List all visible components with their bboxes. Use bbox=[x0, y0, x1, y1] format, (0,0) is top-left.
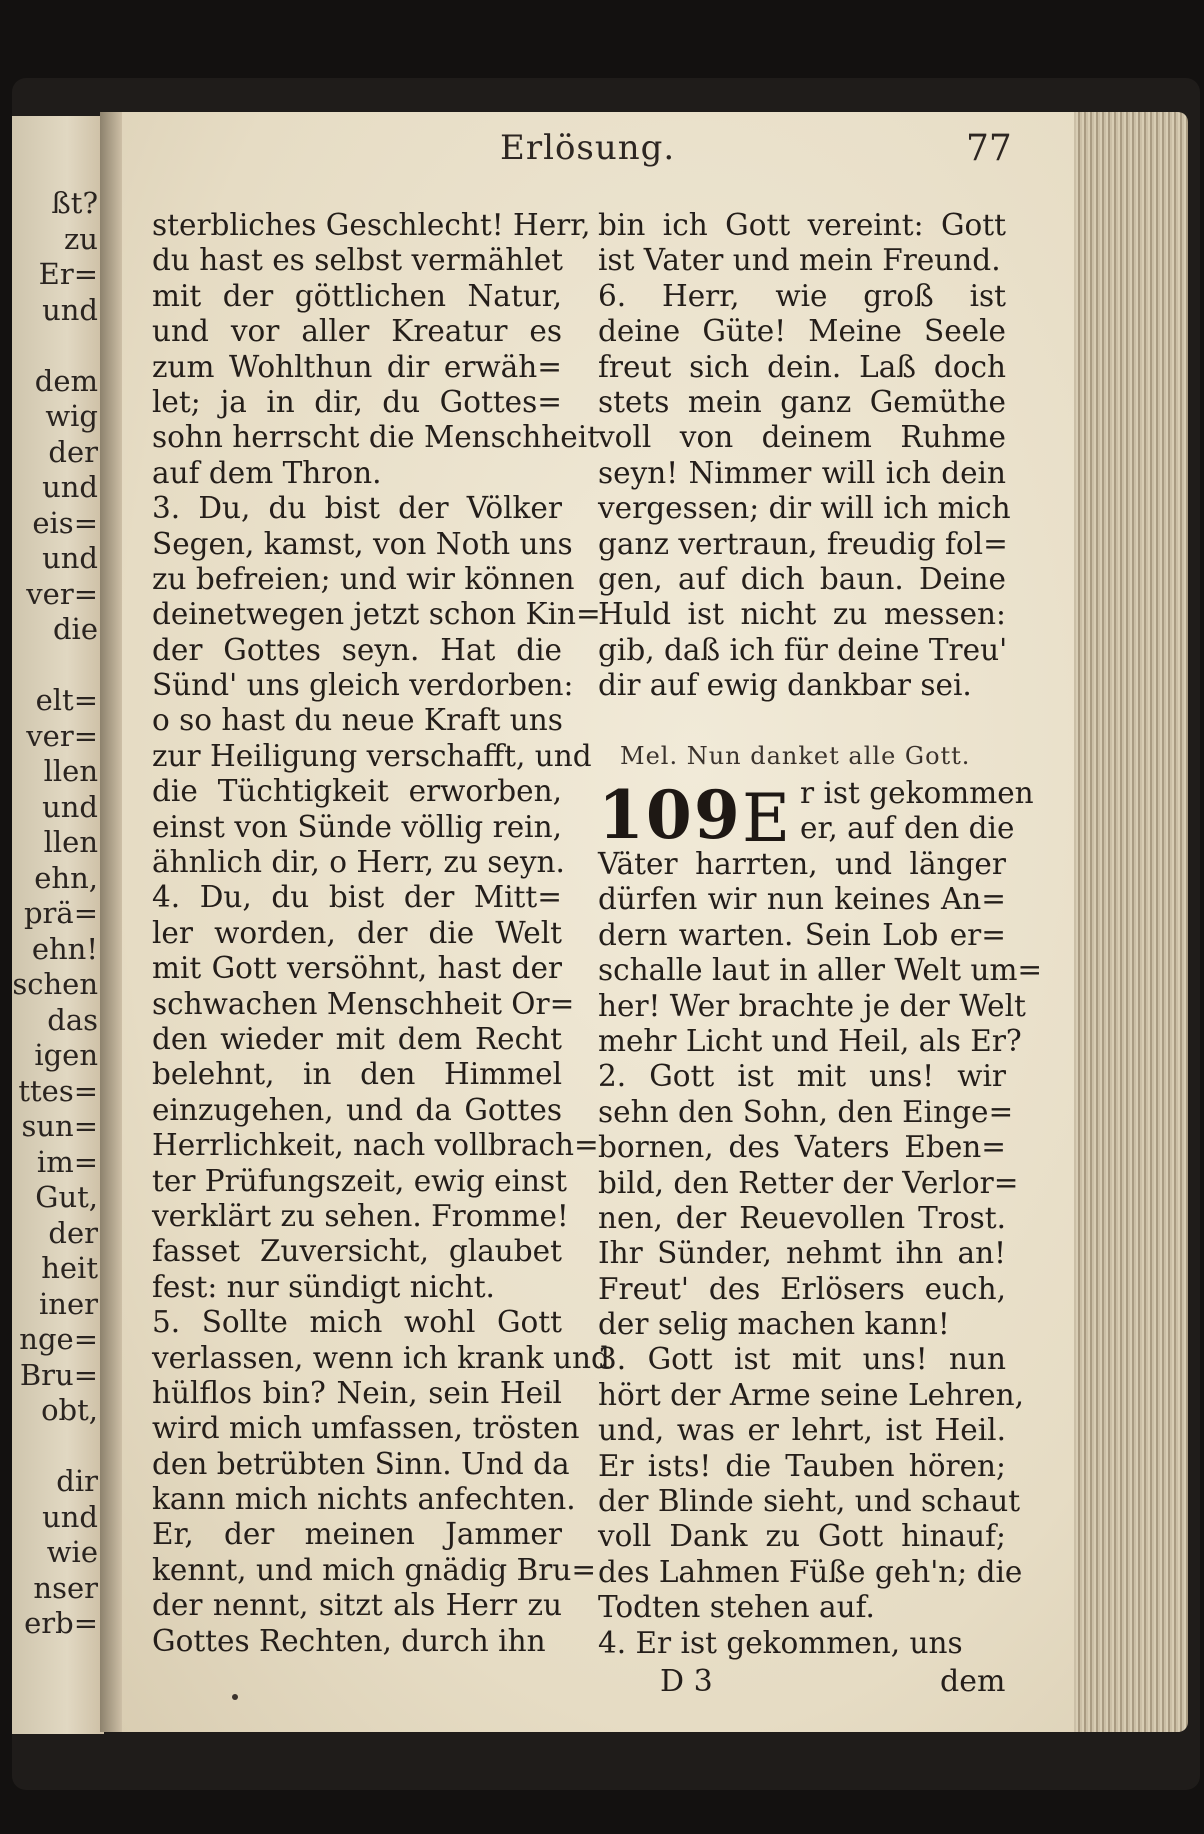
margin-fragment bbox=[12, 328, 98, 364]
text-line: Todten stehen auf. bbox=[598, 1590, 875, 1625]
left-margin-text bbox=[12, 186, 98, 1642]
text-line: kennt, und mich gnädig Bru= bbox=[152, 1552, 597, 1587]
margin-fragment: sun= bbox=[21, 1109, 98, 1143]
text-line: die Tüchtigkeit erworben, bbox=[152, 774, 562, 809]
text-line: Gottes Rechten, durch ihn bbox=[152, 1623, 546, 1658]
text-line: sterbliches Geschlecht! Herr, bbox=[152, 208, 591, 242]
margin-fragment: Bru= bbox=[19, 1357, 98, 1392]
margin-fragment: ttes= bbox=[18, 1073, 98, 1108]
margin-fragment: und bbox=[42, 1499, 98, 1534]
text-line: hört der Arme seine Lehren, bbox=[598, 1377, 1024, 1412]
text-line: sehn den Sohn, den Einge= bbox=[598, 1094, 1014, 1129]
hymn-body bbox=[598, 847, 1043, 1661]
text-line: der selig machen kann! bbox=[598, 1307, 950, 1342]
text-line: mit der göttlichen Natur, bbox=[152, 278, 562, 313]
text-line: der Blinde sieht, und schaut bbox=[598, 1484, 1021, 1519]
margin-fragment: erb= bbox=[24, 1606, 98, 1640]
margin-fragment: wig bbox=[45, 399, 98, 433]
text-line: mit Gott versöhnt, hast der bbox=[152, 951, 562, 986]
text-line: den betrübten Sinn. Und da bbox=[152, 1446, 570, 1481]
margin-fragment: der bbox=[48, 1215, 98, 1250]
text-line: schalle laut in aller Welt um= bbox=[598, 953, 1043, 988]
margin-fragment: der bbox=[48, 434, 98, 469]
margin-fragment: Gut, bbox=[35, 1180, 98, 1214]
margin-fragment: ver= bbox=[26, 718, 98, 753]
text-line: der nennt, sitzt als Herr zu bbox=[152, 1588, 562, 1623]
text-line: Väter harrten, und länger bbox=[598, 847, 1006, 881]
margin-fragment: prä= bbox=[23, 896, 98, 930]
margin-fragment bbox=[12, 648, 98, 684]
text-line: Ihr Sünder, nehmt ihn an! bbox=[598, 1236, 1006, 1271]
text-line: zur Heiligung verschafft, und bbox=[152, 738, 592, 773]
text-line: dürfen wir nun keines An= bbox=[598, 882, 1006, 917]
margin-fragment: ehn, bbox=[34, 860, 98, 895]
text-line: Er ists! die Tauben hören; bbox=[598, 1448, 1006, 1483]
margin-fragment: ver= bbox=[26, 576, 98, 611]
text-line: mehr Licht und Heil, als Er? bbox=[598, 1023, 1022, 1058]
text-line: ist Vater und mein Freund. bbox=[598, 243, 1001, 278]
page-edges bbox=[1070, 112, 1188, 1732]
text-line: belehnt, in den Himmel bbox=[152, 1057, 562, 1092]
text-line: zum Wohlthun dir erwäh= bbox=[152, 349, 562, 384]
text-line: der Gottes seyn. Hat die bbox=[152, 632, 562, 667]
text-line: 2. Gott ist mit uns! wir bbox=[598, 1059, 1006, 1094]
margin-fragment: llen bbox=[43, 825, 98, 859]
text-line: auf dem Thron. bbox=[152, 455, 382, 490]
text-line: 3. Gott ist mit uns! nun bbox=[598, 1342, 1006, 1377]
ink-dot bbox=[232, 1694, 238, 1700]
text-line: o so hast du neue Kraft uns bbox=[152, 703, 563, 738]
text-line: zu befreien; und wir können bbox=[152, 561, 575, 596]
margin-fragment: dir bbox=[56, 1464, 98, 1498]
text-line: Er, der meinen Jammer bbox=[152, 1517, 562, 1552]
hymn-first-line: r ist gekommen bbox=[800, 776, 1034, 810]
left-page-edge bbox=[12, 116, 104, 1734]
margin-fragment: nge= bbox=[19, 1322, 98, 1356]
text-line: voll von deinem Ruhme bbox=[598, 420, 1006, 455]
text-line: 3. Du, du bist der Völker bbox=[152, 491, 562, 526]
text-line: fest: nur sündigt nicht. bbox=[152, 1269, 495, 1304]
text-line: und, was er lehrt, ist Heil. bbox=[598, 1413, 1006, 1448]
margin-fragment: eis= bbox=[32, 505, 98, 540]
text-line: her! Wer brachte je der Welt bbox=[598, 988, 1026, 1023]
margin-fragment: die bbox=[52, 612, 98, 646]
text-line: 4. Du, du bist der Mitt= bbox=[152, 880, 562, 915]
text-line: 5. Sollte mich wohl Gott bbox=[152, 1305, 562, 1340]
left-column bbox=[152, 208, 610, 1659]
right-column-top bbox=[598, 208, 1011, 703]
hymn-first-lines bbox=[800, 776, 1034, 847]
melody-line: Mel. Nun danket alle Gott. bbox=[620, 742, 971, 770]
margin-fragment: das bbox=[47, 1002, 98, 1037]
text-line: 4. Er ist gekommen, uns bbox=[598, 1625, 963, 1660]
margin-fragment: und bbox=[42, 292, 98, 327]
text-line: 6. Herr, wie groß ist bbox=[598, 278, 1006, 313]
text-line: Segen, kamst, von Noth uns bbox=[152, 526, 573, 561]
text-line: voll Dank zu Gott hinauf; bbox=[598, 1519, 1006, 1554]
text-line: Huld ist nicht zu messen: bbox=[598, 597, 1006, 632]
text-line: seyn! Nimmer will ich dein bbox=[598, 455, 1006, 490]
margin-fragment: iner bbox=[39, 1286, 98, 1321]
margin-fragment: nser bbox=[33, 1570, 98, 1605]
margin-fragment: igen bbox=[34, 1038, 98, 1072]
text-line: sohn herrscht die Menschheit bbox=[152, 420, 600, 455]
text-line: dir auf ewig dankbar sei. bbox=[598, 668, 972, 703]
margin-fragment: und bbox=[42, 541, 98, 575]
drop-initial: E bbox=[742, 780, 791, 857]
text-line: Freut' des Erlösers euch, bbox=[598, 1271, 1006, 1306]
text-line: deinetwegen jetzt schon Kin= bbox=[152, 597, 601, 632]
signature-mark: D 3 bbox=[660, 1664, 713, 1699]
text-line: einst von Sünde völlig rein, bbox=[152, 809, 562, 844]
margin-fragment: elt= bbox=[35, 683, 98, 717]
margin-fragment: ßt? bbox=[51, 186, 98, 220]
running-head: Erlösung. bbox=[500, 128, 676, 168]
text-line: hülflos bin? Nein, sein Heil bbox=[152, 1375, 562, 1410]
text-line: let; ja in dir, du Gottes= bbox=[152, 384, 562, 419]
margin-fragment: zu bbox=[64, 221, 98, 256]
text-line: ter Prüfungszeit, ewig einst bbox=[152, 1163, 568, 1198]
hymn-first-line: er, auf den die bbox=[800, 811, 1015, 846]
margin-fragment: ehn! bbox=[31, 931, 98, 966]
text-line: freut sich dein. Laß doch bbox=[598, 349, 1006, 384]
text-line: Sünd' uns gleich verdorben: bbox=[152, 668, 574, 703]
text-line: einzugehen, und da Gottes bbox=[152, 1092, 562, 1127]
text-line: stets mein ganz Gemüthe bbox=[598, 384, 1006, 419]
text-line: den wieder mit dem Recht bbox=[152, 1021, 562, 1056]
text-line: dern warten. Sein Lob er= bbox=[598, 917, 1006, 952]
text-line: ähnlich dir, o Herr, zu seyn. bbox=[152, 845, 565, 880]
text-line: ganz vertraun, freudig fol= bbox=[598, 526, 1008, 561]
text-line: Herrlichkeit, nach vollbrach= bbox=[152, 1128, 599, 1163]
text-line: bild, den Retter der Verlor= bbox=[598, 1165, 1019, 1200]
catchword: dem bbox=[940, 1664, 1006, 1699]
text-line: gen, auf dich baun. Deine bbox=[598, 561, 1006, 596]
text-line: des Lahmen Füße geh'n; die bbox=[598, 1554, 1023, 1589]
margin-fragment: dem bbox=[34, 363, 98, 398]
text-line: bin ich Gott vereint: Gott bbox=[598, 208, 1006, 242]
margin-fragment: schen bbox=[12, 967, 98, 1001]
text-line: bornen, des Vaters Eben= bbox=[598, 1130, 1006, 1165]
text-line: deine Güte! Meine Seele bbox=[598, 314, 1006, 349]
margin-fragment: heit bbox=[41, 1251, 98, 1285]
text-line: kann mich nichts anfechten. bbox=[152, 1482, 576, 1517]
page-number: 77 bbox=[966, 128, 1012, 169]
text-line: schwachen Menschheit Or= bbox=[152, 986, 575, 1021]
text-line: verklärt zu sehen. Fromme! bbox=[152, 1198, 569, 1233]
margin-fragment bbox=[12, 1429, 98, 1465]
margin-fragment: und bbox=[42, 470, 98, 504]
margin-fragment: im= bbox=[36, 1144, 98, 1179]
margin-fragment: obt, bbox=[41, 1393, 98, 1427]
margin-fragment: llen bbox=[43, 754, 98, 788]
text-line: vergessen; dir will ich mich bbox=[598, 491, 1011, 526]
gutter bbox=[100, 112, 122, 1732]
margin-fragment: Er= bbox=[38, 257, 98, 291]
text-line: und vor aller Kreatur es bbox=[152, 314, 562, 349]
text-line: ler worden, der die Welt bbox=[152, 915, 562, 950]
hymn-number: 109 bbox=[598, 776, 742, 854]
text-line: gib, daß ich für deine Treu' bbox=[598, 632, 1008, 667]
text-line: wird mich umfassen, trösten bbox=[152, 1411, 580, 1446]
text-line: fasset Zuversicht, glaubet bbox=[152, 1234, 562, 1269]
text-line: nen, der Reuevollen Trost. bbox=[598, 1200, 1006, 1235]
margin-fragment: wie bbox=[46, 1535, 98, 1569]
text-line: du hast es selbst vermählet bbox=[152, 243, 564, 278]
text-line: verlassen, wenn ich krank und bbox=[152, 1340, 610, 1375]
margin-fragment: und bbox=[42, 789, 98, 824]
